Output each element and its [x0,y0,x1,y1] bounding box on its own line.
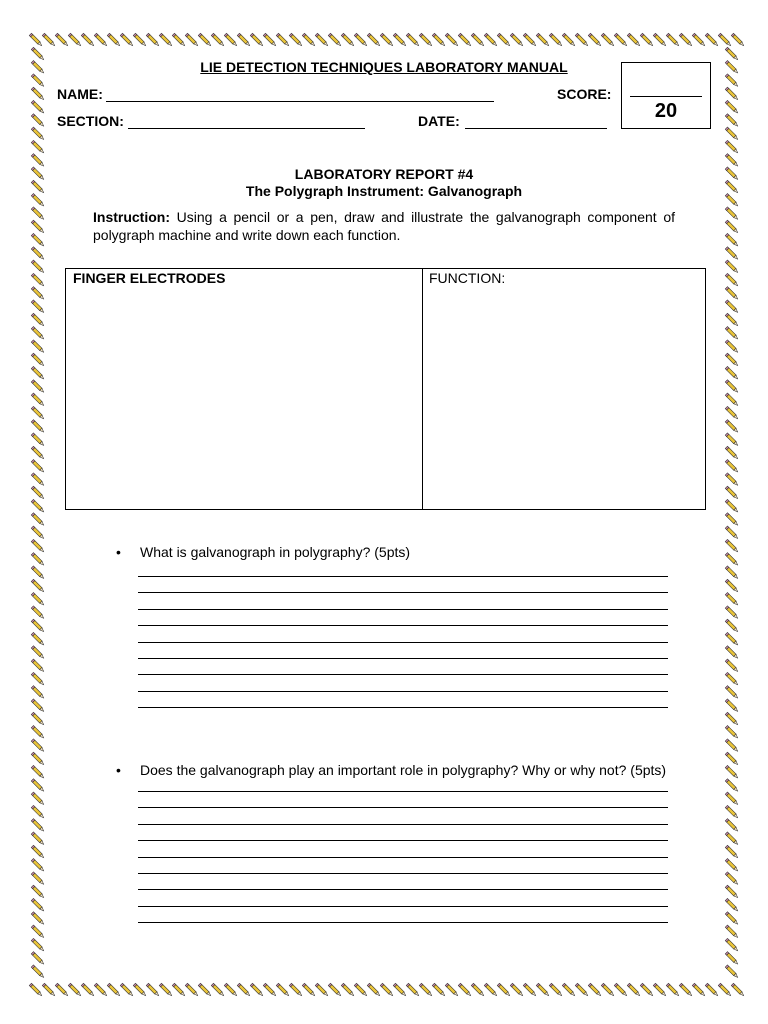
pencil-icon [725,965,739,979]
pencil-icon [133,33,147,47]
pencil-icon [31,420,45,434]
instruction-text: Using a pencil or a pen, draw and illustrate the galvanograph component of polygraph machine and write down each function. [93,209,675,243]
pencil-icon [31,952,45,966]
score-total: 20 [654,100,678,122]
pencil-icon [31,619,45,633]
drawing-area[interactable] [66,291,421,509]
pencil-icon [510,33,524,47]
pencil-icon [172,983,186,997]
score-input-line[interactable] [630,96,702,97]
pencil-icon [31,765,45,779]
pencil-icon [627,33,641,47]
pencil-icon [31,513,45,527]
pencil-icon [718,983,732,997]
pencil-icon [725,672,739,686]
pencil-icon [725,513,739,527]
drawing-table [65,268,706,510]
bullet: • [116,762,121,778]
pencil-icon [640,33,654,47]
pencil-icon [31,220,45,234]
pencil-icon [31,366,45,380]
pencil-icon [31,872,45,886]
score-label: SCORE: [557,86,612,102]
pencil-icon [725,925,739,939]
date-field[interactable] [465,128,607,129]
pencil-icon [679,33,693,47]
pencil-icon [458,983,472,997]
pencil-icon [725,74,739,88]
pencil-icon [31,712,45,726]
pencil-icon [328,983,342,997]
pencil-icon [725,686,739,700]
pencil-icon [725,539,739,553]
pencil-icon [725,726,739,740]
pencil-icon [263,33,277,47]
pencil-icon [31,646,45,660]
answer-line[interactable] [138,873,668,874]
pencil-icon [31,672,45,686]
report-title: LABORATORY REPORT #4 [294,166,474,182]
pencil-icon [725,127,739,141]
pencil-icon [484,983,498,997]
pencil-icon [725,287,739,301]
pencil-icon [276,983,290,997]
pencil-icon [120,983,134,997]
function-header: FUNCTION: [429,270,506,286]
pencil-icon [42,33,56,47]
pencil-icon [471,983,485,997]
pencil-icon [725,499,739,513]
pencil-icon [302,983,316,997]
pencil-icon [211,983,225,997]
pencil-icon [31,207,45,221]
pencil-icon [55,33,69,47]
pencil-icon [484,33,498,47]
pencil-icon [588,983,602,997]
pencil-icon [653,983,667,997]
pencil-icon [725,805,739,819]
answer-line[interactable] [138,658,668,659]
pencil-icon [536,33,550,47]
pencil-icon [315,983,329,997]
pencil-icon [198,983,212,997]
pencil-icon [276,33,290,47]
pencil-icon [263,983,277,997]
pencil-icon [31,606,45,620]
pencil-icon [172,33,186,47]
pencil-icon [725,233,739,247]
pencil-icon [419,33,433,47]
pencil-icon [725,87,739,101]
pencil-icon [393,33,407,47]
pencil-icon [31,792,45,806]
score-box [621,62,711,129]
pencil-icon [705,983,719,997]
pencil-icon [725,406,739,420]
pencil-icon [725,247,739,261]
pencil-icon [549,33,563,47]
answer-line[interactable] [138,824,668,825]
pencil-icon [31,473,45,487]
pencil-icon [354,33,368,47]
pencil-icon [536,983,550,997]
pencil-icon [250,33,264,47]
pencil-icon [289,33,303,47]
pencil-icon [725,606,739,620]
answer-line[interactable] [138,889,668,890]
pencil-icon [725,380,739,394]
pencil-icon [725,313,739,327]
pencil-icon [445,33,459,47]
answer-line[interactable] [138,592,668,593]
pencil-icon [562,33,576,47]
pencil-icon [731,983,745,997]
answer-line[interactable] [138,906,668,907]
pencil-icon [614,33,628,47]
pencil-icon [31,726,45,740]
pencil-icon [497,983,511,997]
pencil-icon [725,619,739,633]
pencil-icon [55,983,69,997]
name-label: NAME: [57,86,103,102]
pencil-icon [42,983,56,997]
pencil-icon [562,983,576,997]
pencil-icon [653,33,667,47]
pencil-icon [725,792,739,806]
pencil-icon [497,33,511,47]
pencil-icon [731,33,745,47]
pencil-icon [133,983,147,997]
pencil-icon [31,353,45,367]
pencil-icon [31,287,45,301]
pencil-icon [107,33,121,47]
function-area[interactable] [423,291,705,509]
pencil-icon [31,486,45,500]
name-field[interactable] [106,101,494,102]
answer-line[interactable] [138,840,668,841]
pencil-icon [692,33,706,47]
pencil-icon [666,983,680,997]
pencil-icon [432,983,446,997]
pencil-icon [406,983,420,997]
pencil-icon [725,366,739,380]
pencil-icon [725,526,739,540]
pencil-icon [31,100,45,114]
pencil-icon [31,699,45,713]
pencil-icon [725,260,739,274]
pencil-icon [725,752,739,766]
pencil-icon [725,300,739,314]
pencil-icon [31,819,45,833]
pencil-icon [31,659,45,673]
instruction-label: Instruction: [93,209,170,225]
pencil-icon [725,859,739,873]
pencil-icon [31,965,45,979]
answer-line[interactable] [138,674,668,675]
question-2 [116,762,666,778]
pencil-icon [31,446,45,460]
answer-line[interactable] [138,576,668,577]
section-label: SECTION: [57,113,124,129]
pencil-icon [419,983,433,997]
pencil-icon [725,473,739,487]
pencil-icon [725,220,739,234]
pencil-icon [725,393,739,407]
pencil-icon [393,983,407,997]
question-2-text: Does the galvanograph play an important role in polygraphy? Why or why not? (5pts) [140,762,667,778]
bullet: • [116,544,121,560]
pencil-icon [725,845,739,859]
pencil-icon [94,33,108,47]
pencil-icon [31,313,45,327]
pencil-icon [68,33,82,47]
pencil-icon [510,983,524,997]
pencil-icon [81,33,95,47]
pencil-icon [31,539,45,553]
answer-line[interactable] [138,642,668,643]
pencil-icon [31,460,45,474]
answer-line[interactable] [138,691,668,692]
pencil-icon [725,446,739,460]
pencil-icon [31,233,45,247]
pencil-icon [250,983,264,997]
pencil-icon [31,566,45,580]
pencil-icon [198,33,212,47]
pencil-icon [211,33,225,47]
answer-line[interactable] [138,791,668,792]
answer-line[interactable] [138,609,668,610]
pencil-icon [725,340,739,354]
pencil-icon [354,983,368,997]
pencil-icon [627,983,641,997]
pencil-icon [725,207,739,221]
pencil-icon [185,33,199,47]
answer-line[interactable] [138,922,668,923]
pencil-icon [31,526,45,540]
pencil-icon [31,114,45,128]
pencil-icon [94,983,108,997]
pencil-icon [718,33,732,47]
date-label: DATE: [418,113,460,129]
pencil-icon [523,33,537,47]
pencil-icon [31,938,45,952]
pencil-icon [725,632,739,646]
pencil-icon [725,646,739,660]
pencil-icon [159,983,173,997]
pencil-icon [31,885,45,899]
pencil-icon [588,33,602,47]
pencil-icon [341,33,355,47]
pencil-icon [31,739,45,753]
pencil-icon [471,33,485,47]
pencil-icon [31,406,45,420]
pencil-icon [725,486,739,500]
pencil-icon [725,593,739,607]
pencil-icon [614,983,628,997]
pencil-icon [31,380,45,394]
pencil-icon [31,127,45,141]
pencil-icon [31,779,45,793]
pencil-icon [31,300,45,314]
pencil-icon [640,983,654,997]
pencil-icon [341,983,355,997]
pencil-icon [224,33,238,47]
report-subtitle: The Polygraph Instrument: Galvanograph [245,183,523,199]
pencil-icon [31,912,45,926]
pencil-icon [725,712,739,726]
pencil-icon [725,420,739,434]
pencil-icon [725,327,739,341]
pencil-icon [432,33,446,47]
pencil-icon [679,983,693,997]
pencil-icon [29,983,43,997]
pencil-icon [445,983,459,997]
pencil-icon [237,983,251,997]
pencil-icon [31,87,45,101]
pencil-icon [725,872,739,886]
pencil-icon [725,885,739,899]
pencil-icon [725,579,739,593]
pencil-icon [224,983,238,997]
pencil-icon [31,752,45,766]
pencil-icon [146,33,160,47]
answer-line[interactable] [138,807,668,808]
pencil-icon [725,739,739,753]
pencil-icon [31,925,45,939]
pencil-icon [666,33,680,47]
pencil-icon [31,632,45,646]
pencil-icon [315,33,329,47]
pencil-icon [367,33,381,47]
question-1-text: What is galvanograph in polygraphy? (5pts) [140,544,411,560]
pencil-icon [68,983,82,997]
pencil-icon [31,845,45,859]
pencil-icon [31,273,45,287]
instruction [93,208,675,244]
pencil-icon [29,33,43,47]
pencil-icon [725,460,739,474]
pencil-icon [725,912,739,926]
pencil-icon [31,805,45,819]
pencil-icon [31,340,45,354]
pencil-icon [458,33,472,47]
pencil-icon [328,33,342,47]
pencil-icon [523,983,537,997]
pencil-icon [725,433,739,447]
pencil-icon [31,553,45,567]
pencil-icon [549,983,563,997]
pencil-icon [705,33,719,47]
answer-line[interactable] [138,857,668,858]
pencil-icon [575,983,589,997]
pencil-icon [725,952,739,966]
pencil-icon [725,832,739,846]
pencil-icon [725,140,739,154]
pencil-icon [31,393,45,407]
pencil-icon [725,566,739,580]
pencil-icon [120,33,134,47]
pencil-icon [601,33,615,47]
answer-line[interactable] [138,707,668,708]
pencil-icon [725,659,739,673]
section-field[interactable] [128,128,365,129]
pencil-icon [725,273,739,287]
pencil-icon [31,832,45,846]
pencil-icon [159,33,173,47]
pencil-icon [237,33,251,47]
pencil-icon [107,983,121,997]
pencil-icon [692,983,706,997]
pencil-icon [380,983,394,997]
pencil-icon [725,779,739,793]
pencil-icon [31,686,45,700]
pencil-icon [146,983,160,997]
pencil-icon [31,898,45,912]
pencil-icon [31,433,45,447]
pencil-icon [81,983,95,997]
manual-title: LIE DETECTION TECHNIQUES LABORATORY MANUAL [200,59,568,75]
pencil-icon [601,983,615,997]
pencil-icon [31,140,45,154]
pencil-icon [367,983,381,997]
finger-electrodes-header: FINGER ELECTRODES [73,270,226,286]
pencil-icon [31,579,45,593]
pencil-icon [31,327,45,341]
pencil-icon [725,898,739,912]
pencil-icon [725,353,739,367]
pencil-icon [575,33,589,47]
pencil-icon [302,33,316,47]
question-1 [116,544,410,560]
pencil-icon [725,553,739,567]
pencil-icon [31,499,45,513]
pencil-icon [31,74,45,88]
answer-line[interactable] [138,625,668,626]
pencil-icon [31,260,45,274]
pencil-icon [31,593,45,607]
pencil-icon [31,247,45,261]
pencil-icon [725,114,739,128]
pencil-icon [725,765,739,779]
pencil-icon [289,983,303,997]
pencil-icon [185,983,199,997]
pencil-icon [406,33,420,47]
pencil-icon [380,33,394,47]
pencil-icon [725,819,739,833]
pencil-icon [725,699,739,713]
pencil-icon [725,938,739,952]
pencil-icon [725,100,739,114]
pencil-icon [31,859,45,873]
